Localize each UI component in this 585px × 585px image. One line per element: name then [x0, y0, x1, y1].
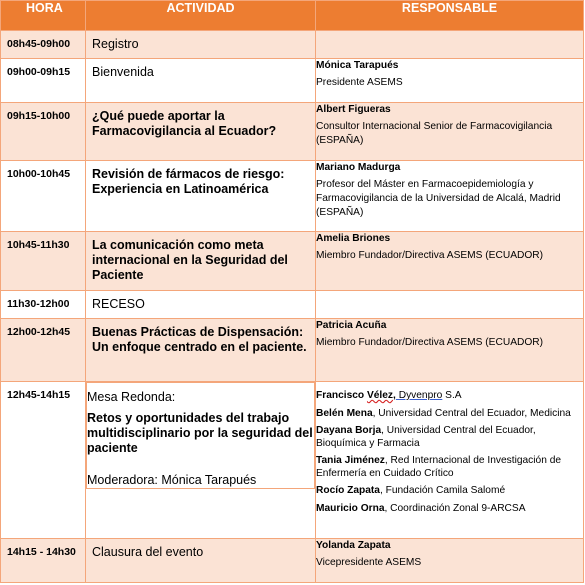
activity-cell: ¿Qué puede aportar la Farmacovigilancia al Ecuador? — [92, 109, 277, 138]
member-affiliation-suffix: S.A — [442, 390, 462, 401]
header-row — [1, 1, 584, 31]
panel-member — [316, 408, 583, 421]
responsible-cell — [316, 161, 584, 232]
activity-cell: Buenas Prácticas de Dispensación: Un enfoque centrado en el paciente. — [92, 325, 307, 354]
activity-cell: RECESO — [92, 297, 145, 311]
time-cell: 11h30-12h00 — [7, 298, 70, 310]
responsible-cell — [316, 319, 584, 382]
responsible-role: Presidente ASEMS — [316, 77, 403, 88]
time-cell: 12h45-14h15 — [7, 389, 71, 401]
table-row — [1, 31, 584, 59]
member-affiliation: , Coordinación Zonal 9-ARCSA — [384, 502, 526, 514]
responsible-name: Albert Figueras — [316, 104, 391, 115]
table-row — [1, 232, 584, 291]
responsible-cell — [316, 103, 584, 161]
responsible-role: Consultor Internacional Senior de Farmacovigilancia (ESPAÑA) — [316, 121, 553, 146]
member-affiliation: , Fundación Camila Salomé — [379, 485, 506, 496]
panel-member — [316, 390, 583, 403]
activity-title: Retos y oportunidades del trabajo multidisciplinario por la seguridad del paciente — [87, 411, 313, 455]
member-affiliation: , Red Internacional de Investigación de Enfermería en Cuidado Crítico — [316, 455, 562, 479]
activity-cell: La comunicación como meta internacional en la Seguridad del Paciente — [92, 238, 288, 282]
responsible-cell — [316, 232, 584, 291]
member-name-surname: Vélez — [366, 390, 394, 401]
responsible-name: Mariano Madurga — [316, 162, 401, 173]
header-activity: ACTIVIDAD — [86, 1, 316, 31]
table-row — [1, 539, 584, 583]
panel-member — [316, 485, 583, 498]
responsible-role: Profesor del Máster en Farmacoepidemiología y Farmacovigilancia de la Universidad de Alcalá, Madrid (ESPAÑA) — [316, 179, 561, 218]
member-affiliation: , Universidad Central del Ecuador, Medicina — [372, 407, 571, 419]
table-row — [1, 291, 584, 319]
responsible-name: Mónica Tarapués — [316, 60, 399, 71]
time-cell: 10h00-10h45 — [7, 168, 71, 180]
activity-cell: Revisión de fármacos de riesgo: Experiencia en Latinoamérica — [92, 167, 285, 196]
responsible-name: Patricia Acuña — [316, 320, 387, 331]
responsible-name: Amelia Briones — [316, 233, 391, 244]
panel-member — [316, 425, 583, 450]
panel-member — [316, 503, 583, 516]
member-name: Mauricio Orna — [316, 502, 385, 514]
activity-intro: Mesa Redonda: — [87, 390, 176, 404]
time-cell: 12h00-12h45 — [7, 326, 71, 338]
header-time: HORA — [1, 1, 86, 31]
activity-cell — [86, 382, 315, 489]
table-row — [1, 382, 584, 539]
member-name: Dayana Borja — [316, 425, 382, 436]
table-row — [1, 161, 584, 232]
responsible-cell — [316, 291, 584, 319]
activity-cell: Registro — [92, 37, 139, 51]
responsible-role: Vicepresidente ASEMS — [316, 557, 422, 568]
activity-cell: Clausura del evento — [92, 545, 204, 559]
member-name: Belén Mena — [316, 407, 373, 419]
member-name: Francisco — [316, 390, 367, 401]
responsible-cell — [316, 539, 584, 583]
member-name: Rocío Zapata — [316, 485, 380, 496]
time-cell: 08h45-09h00 — [7, 38, 71, 50]
table-row — [1, 59, 584, 103]
responsible-name: Yolanda Zapata — [316, 540, 391, 551]
responsible-cell — [316, 59, 584, 103]
time-cell: 09h00-09h15 — [7, 66, 71, 78]
time-cell: 09h15-10h00 — [7, 110, 71, 122]
member-name: Tania Jiménez — [316, 455, 385, 466]
responsible-role: Miembro Fundador/Directiva ASEMS (ECUADOR) — [316, 337, 544, 348]
responsible-cell — [316, 31, 584, 59]
member-name-comma: , — [393, 390, 396, 401]
time-cell: 10h45-11h30 — [7, 239, 70, 251]
member-affiliation: , Universidad Central del Ecuador, Bioquímica y Farmacia — [316, 425, 536, 449]
header-responsible: RESPONSABLE — [316, 1, 584, 31]
panel-member — [316, 455, 583, 480]
table-row — [1, 103, 584, 161]
panel-cell — [316, 382, 584, 539]
member-affiliation: Dyvenpro — [395, 390, 443, 401]
table-row — [1, 319, 584, 382]
activity-cell: Bienvenida — [92, 65, 154, 79]
time-cell: 14h15 - 14h30 — [7, 546, 76, 558]
moderator-label: Moderadora: Mónica Tarapués — [87, 473, 257, 487]
responsible-role: Miembro Fundador/Directiva ASEMS (ECUADOR) — [316, 250, 544, 261]
